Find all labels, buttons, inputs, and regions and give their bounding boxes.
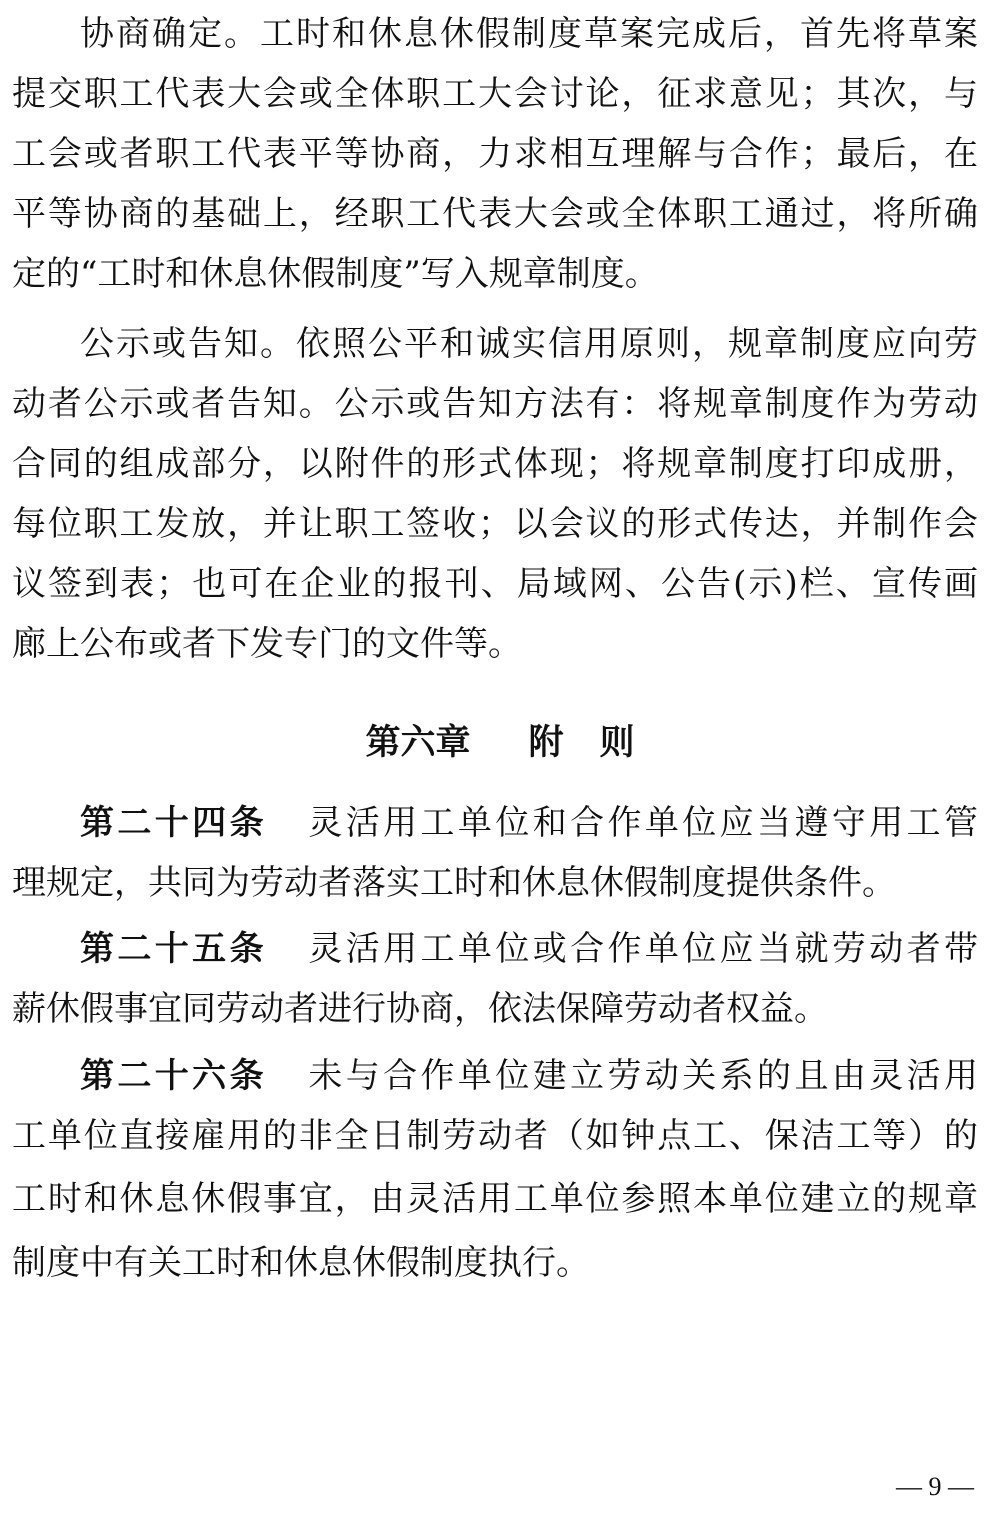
paragraph2-line-3: 合同的组成部分，以附件的形式体现；将规章制度打印成册， — [12, 444, 978, 484]
article25-line-2: 薪休假事宜同劳动者进行协商，依法保障劳动者权益。 — [12, 989, 828, 1029]
paragraph2-line-1: 公示或告知。依照公平和诚实信用原则，规章制度应向劳 — [80, 324, 978, 364]
article25-line-1 — [80, 918, 978, 980]
article24-text-1: 灵活用工单位和合作单位应当遵守用工管 — [304, 803, 978, 843]
paragraph1-line-3: 工会或者职工代表平等协商，力求相互理解与合作；最后，在 — [12, 134, 978, 174]
article26-text-1: 未与合作单位建立劳动关系的且由灵活用 — [304, 1056, 978, 1096]
page-number: — 9 — — [896, 1472, 974, 1501]
article26-line-1 — [80, 1045, 978, 1107]
paragraph2-line-2: 动者公示或者告知。公示或告知方法有：将规章制度作为劳动 — [12, 384, 978, 424]
article26-line-4: 制度中有关工时和休息休假制度执行。 — [12, 1243, 590, 1283]
article25-label: 第二十五条 — [80, 929, 267, 969]
article26-line-2: 工单位直接雇用的非全日制劳动者（如钟点工、保洁工等）的 — [12, 1116, 978, 1156]
paragraph2-line-5: 议签到表；也可在企业的报刊、局域网、公告(示)栏、宣传画 — [12, 564, 978, 604]
paragraph1-line-4: 平等协商的基础上，经职工代表大会或全体职工通过，将所确 — [12, 194, 978, 234]
paragraph2-line-6: 廊上公布或者下发专门的文件等。 — [12, 624, 522, 664]
chapter-number: 第六章 — [365, 723, 471, 763]
article24-line-2: 理规定，共同为劳动者落实工时和休息休假制度提供条件。 — [12, 863, 896, 903]
chapter-title-part2: 则 — [599, 723, 635, 763]
chapter-heading — [0, 712, 1000, 774]
article24-label: 第二十四条 — [80, 803, 267, 843]
article25-text-1: 灵活用工单位或合作单位应当就劳动者带 — [304, 929, 978, 969]
paragraph1-line-2: 提交职工代表大会或全体职工大会讨论，征求意见；其次，与 — [12, 74, 978, 114]
article26-line-3: 工时和休息休假事宜，由灵活用工单位参照本单位建立的规章 — [12, 1179, 978, 1219]
article26-label: 第二十六条 — [80, 1056, 267, 1096]
paragraph1-line-5: 定的“工时和休息休假制度”写入规章制度。 — [12, 254, 659, 294]
paragraph2-line-4: 每位职工发放，并让职工签收；以会议的形式传达，并制作会 — [12, 504, 978, 544]
paragraph1-line-1: 协商确定。工时和休息休假制度草案完成后，首先将草案 — [80, 14, 978, 54]
article24-line-1 — [80, 792, 978, 854]
chapter-title-part1: 附 — [528, 723, 564, 763]
